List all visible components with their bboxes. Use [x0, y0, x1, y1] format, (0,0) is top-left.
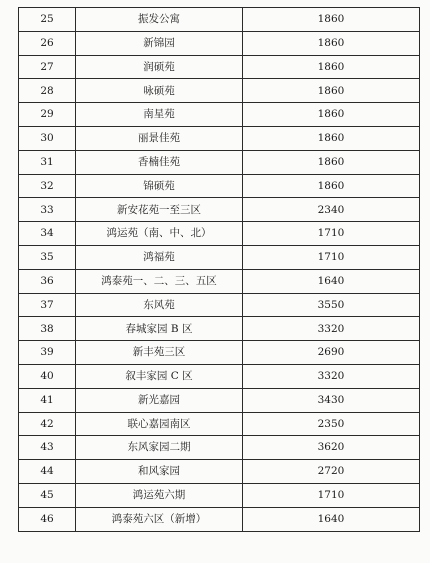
community-name-cell: 东风家园二期	[76, 436, 243, 460]
table-row	[19, 483, 420, 507]
community-name-cell: 丽景佳苑	[76, 126, 243, 150]
price-cell: 3320	[243, 317, 420, 341]
table-row	[19, 8, 420, 32]
community-name-cell: 鸿泰苑六区（新增）	[76, 507, 243, 531]
row-number-cell: 31	[19, 150, 76, 174]
table-row	[19, 198, 420, 222]
row-number-cell: 37	[19, 293, 76, 317]
table-row	[19, 174, 420, 198]
community-name-cell: 联心嘉园南区	[76, 412, 243, 436]
community-name-cell: 振发公寓	[76, 8, 243, 32]
table-row	[19, 388, 420, 412]
row-number-cell: 33	[19, 198, 76, 222]
price-cell: 3550	[243, 293, 420, 317]
price-cell: 1860	[243, 79, 420, 103]
community-name-cell: 鸿运苑六期	[76, 483, 243, 507]
row-number-cell: 46	[19, 507, 76, 531]
table-row	[19, 341, 420, 365]
row-number-cell: 38	[19, 317, 76, 341]
table-row	[19, 150, 420, 174]
row-number-cell: 43	[19, 436, 76, 460]
community-name-cell: 东风苑	[76, 293, 243, 317]
price-cell: 1860	[243, 8, 420, 32]
price-table	[18, 7, 420, 532]
price-cell: 1860	[243, 126, 420, 150]
row-number-cell: 30	[19, 126, 76, 150]
price-cell: 1710	[243, 222, 420, 246]
price-cell: 2720	[243, 460, 420, 484]
table-row	[19, 126, 420, 150]
price-cell: 1640	[243, 507, 420, 531]
price-cell: 1860	[243, 174, 420, 198]
table-row	[19, 222, 420, 246]
community-name-cell: 香楠佳苑	[76, 150, 243, 174]
community-name-cell: 叙丰家园 C 区	[76, 364, 243, 388]
row-number-cell: 35	[19, 245, 76, 269]
price-cell: 1860	[243, 55, 420, 79]
row-number-cell: 44	[19, 460, 76, 484]
price-cell: 1860	[243, 103, 420, 127]
row-number-cell: 25	[19, 8, 76, 32]
row-number-cell: 40	[19, 364, 76, 388]
price-cell: 3620	[243, 436, 420, 460]
community-name-cell: 新丰苑三区	[76, 341, 243, 365]
table-row	[19, 460, 420, 484]
community-name-cell: 新锦园	[76, 31, 243, 55]
row-number-cell: 29	[19, 103, 76, 127]
community-name-cell: 和风家园	[76, 460, 243, 484]
table-row	[19, 245, 420, 269]
price-cell: 2340	[243, 198, 420, 222]
row-number-cell: 39	[19, 341, 76, 365]
row-number-cell: 45	[19, 483, 76, 507]
row-number-cell: 28	[19, 79, 76, 103]
table-row	[19, 269, 420, 293]
table-row	[19, 436, 420, 460]
community-name-cell: 咏硕苑	[76, 79, 243, 103]
table-row	[19, 317, 420, 341]
price-cell: 1710	[243, 245, 420, 269]
row-number-cell: 36	[19, 269, 76, 293]
table-row	[19, 79, 420, 103]
table-row	[19, 103, 420, 127]
price-cell: 2690	[243, 341, 420, 365]
row-number-cell: 41	[19, 388, 76, 412]
price-cell: 1860	[243, 31, 420, 55]
table-body	[19, 8, 420, 532]
community-name-cell: 鸿泰苑一、二、三、五区	[76, 269, 243, 293]
row-number-cell: 32	[19, 174, 76, 198]
community-name-cell: 鸿福苑	[76, 245, 243, 269]
table-row	[19, 293, 420, 317]
price-cell: 3320	[243, 364, 420, 388]
community-name-cell: 锦硕苑	[76, 174, 243, 198]
community-name-cell: 春城家园 B 区	[76, 317, 243, 341]
price-cell: 1860	[243, 150, 420, 174]
community-name-cell: 润硕苑	[76, 55, 243, 79]
row-number-cell: 27	[19, 55, 76, 79]
table-row	[19, 507, 420, 531]
price-cell: 1640	[243, 269, 420, 293]
table-row	[19, 55, 420, 79]
table-row	[19, 31, 420, 55]
price-cell: 2350	[243, 412, 420, 436]
row-number-cell: 26	[19, 31, 76, 55]
community-name-cell: 南星苑	[76, 103, 243, 127]
community-name-cell: 新光嘉园	[76, 388, 243, 412]
row-number-cell: 42	[19, 412, 76, 436]
community-name-cell: 新安花苑一至三区	[76, 198, 243, 222]
price-cell: 1710	[243, 483, 420, 507]
table-row	[19, 412, 420, 436]
table-row	[19, 364, 420, 388]
row-number-cell: 34	[19, 222, 76, 246]
community-name-cell: 鸿运苑（南、中、北）	[76, 222, 243, 246]
price-cell: 3430	[243, 388, 420, 412]
